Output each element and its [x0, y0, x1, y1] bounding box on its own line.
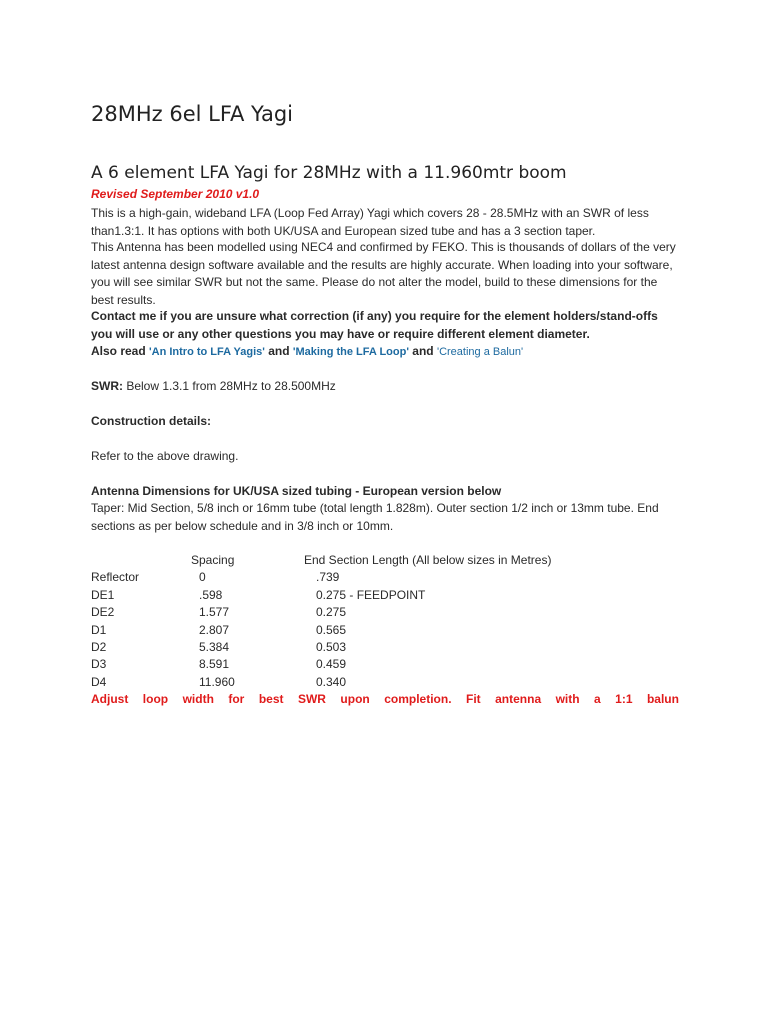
- also-read-line: [91, 343, 679, 362]
- table-header-cell: End Section Length (All below sizes in Metres): [304, 553, 552, 567]
- adjust-word: completion.: [384, 692, 452, 706]
- table-cell: DE1: [91, 587, 115, 602]
- intro-paragraph-1: This is a high-gain, wideband LFA (Loop Fed Array) Yagi which covers 28 - 28.5MHz with an SWR of less than1.3:1. It has options with both UK/USA and European sized tube and has a 3 section taper.: [91, 206, 649, 238]
- adjust-word: Adjust: [91, 692, 129, 706]
- swr-value: Below 1.3.1 from 28MHz to 28.500MHz: [123, 379, 336, 393]
- link-making-lfa-loop[interactable]: 'Making the LFA Loop': [292, 346, 409, 358]
- table-row: [91, 587, 576, 604]
- table-cell: 0.275 - FEEDPOINT: [316, 587, 426, 602]
- revision-note: Revised September 2010 v1.0: [91, 187, 260, 201]
- table-cell: 0.565: [316, 622, 347, 637]
- table-cell: 11.960: [199, 674, 235, 689]
- table-cell: D2: [91, 640, 107, 655]
- adjust-word: SWR: [297, 692, 326, 706]
- page-subtitle: A 6 element LFA Yagi for 28MHz with a 11.960mtr boom: [91, 163, 567, 183]
- also-read-prefix: Also read: [91, 344, 150, 358]
- table-row: [91, 656, 576, 673]
- table-cell: DE2: [91, 605, 115, 620]
- also-read-and-1: and: [264, 344, 293, 358]
- table-cell: D4: [91, 674, 107, 689]
- adjust-word: width: [182, 692, 214, 706]
- table-row: [91, 569, 576, 586]
- adjust-word: a: [594, 692, 601, 706]
- table-cell: .598: [199, 587, 223, 602]
- adjust-word: loop: [142, 692, 169, 706]
- swr-label: SWR:: [91, 379, 123, 393]
- adjust-word: antenna: [495, 692, 542, 706]
- table-row: [91, 674, 576, 691]
- contact-note: Contact me if you are unsure what correction (if any) you require for the element holders/stand-offs you will use or any other questions you may have or require different element diameter.: [91, 309, 658, 341]
- construction-heading: Construction details:: [91, 414, 212, 428]
- link-creating-balun[interactable]: 'Creating a Balun': [436, 346, 524, 358]
- intro-paragraph-2: This Antenna has been modelled using NEC4 and confirmed by FEKO. This is thousands of dollars of the very latest antenna design software available and the results are highly accurate. When loading into your software, you will see similar SWR but not the same. Please do not alter the model, build to these dimensions for the best results.: [91, 240, 676, 307]
- link-intro-lfa-yagis[interactable]: 'An Intro to LFA Yagis': [149, 346, 265, 358]
- adjust-word: for: [228, 692, 245, 706]
- table-cell: Reflector: [91, 570, 140, 585]
- table-header-cell: [91, 552, 191, 569]
- adjust-word: 1:1: [615, 692, 633, 706]
- table-cell: 0.275: [316, 605, 347, 620]
- table-header-row: [91, 552, 576, 569]
- adjust-word: Fit: [465, 692, 481, 706]
- adjust-word: with: [555, 692, 580, 706]
- table-row: [91, 604, 576, 621]
- adjust-word: best: [258, 692, 284, 706]
- table-cell: 0.459: [316, 657, 347, 672]
- dimensions-table: [91, 552, 576, 691]
- table-cell: D3: [91, 657, 107, 672]
- page-title: 28MHz 6el LFA Yagi: [91, 102, 293, 126]
- table-cell: 5.384: [199, 640, 230, 655]
- table-row: [91, 622, 576, 639]
- also-read-and-2: and: [408, 344, 437, 358]
- table-cell: .739: [316, 570, 340, 585]
- adjust-word: upon: [340, 692, 370, 706]
- table-cell: D1: [91, 622, 107, 637]
- table-cell: 0.340: [316, 674, 347, 689]
- adjust-loop-note: [91, 692, 679, 706]
- taper-paragraph: Taper: Mid Section, 5/8 inch or 16mm tube (total length 1.828m). Outer section 1/2 inch or 13mm tube. End sections as per below schedule and in 3/8 inch or 10mm.: [91, 501, 659, 533]
- refer-drawing-text: Refer to the above drawing.: [91, 449, 239, 463]
- swr-line: [91, 378, 679, 396]
- table-cell: 0.503: [316, 640, 347, 655]
- table-row: [91, 639, 576, 656]
- table-cell: 8.591: [199, 657, 230, 672]
- table-cell: 0: [199, 570, 206, 585]
- adjust-word: balun: [646, 692, 679, 706]
- table-cell: 2.807: [199, 622, 230, 637]
- table-cell: 1.577: [199, 605, 230, 620]
- table-header-cell: Spacing: [191, 553, 235, 567]
- dimensions-heading: Antenna Dimensions for UK/USA sized tubing - European version below: [91, 484, 502, 498]
